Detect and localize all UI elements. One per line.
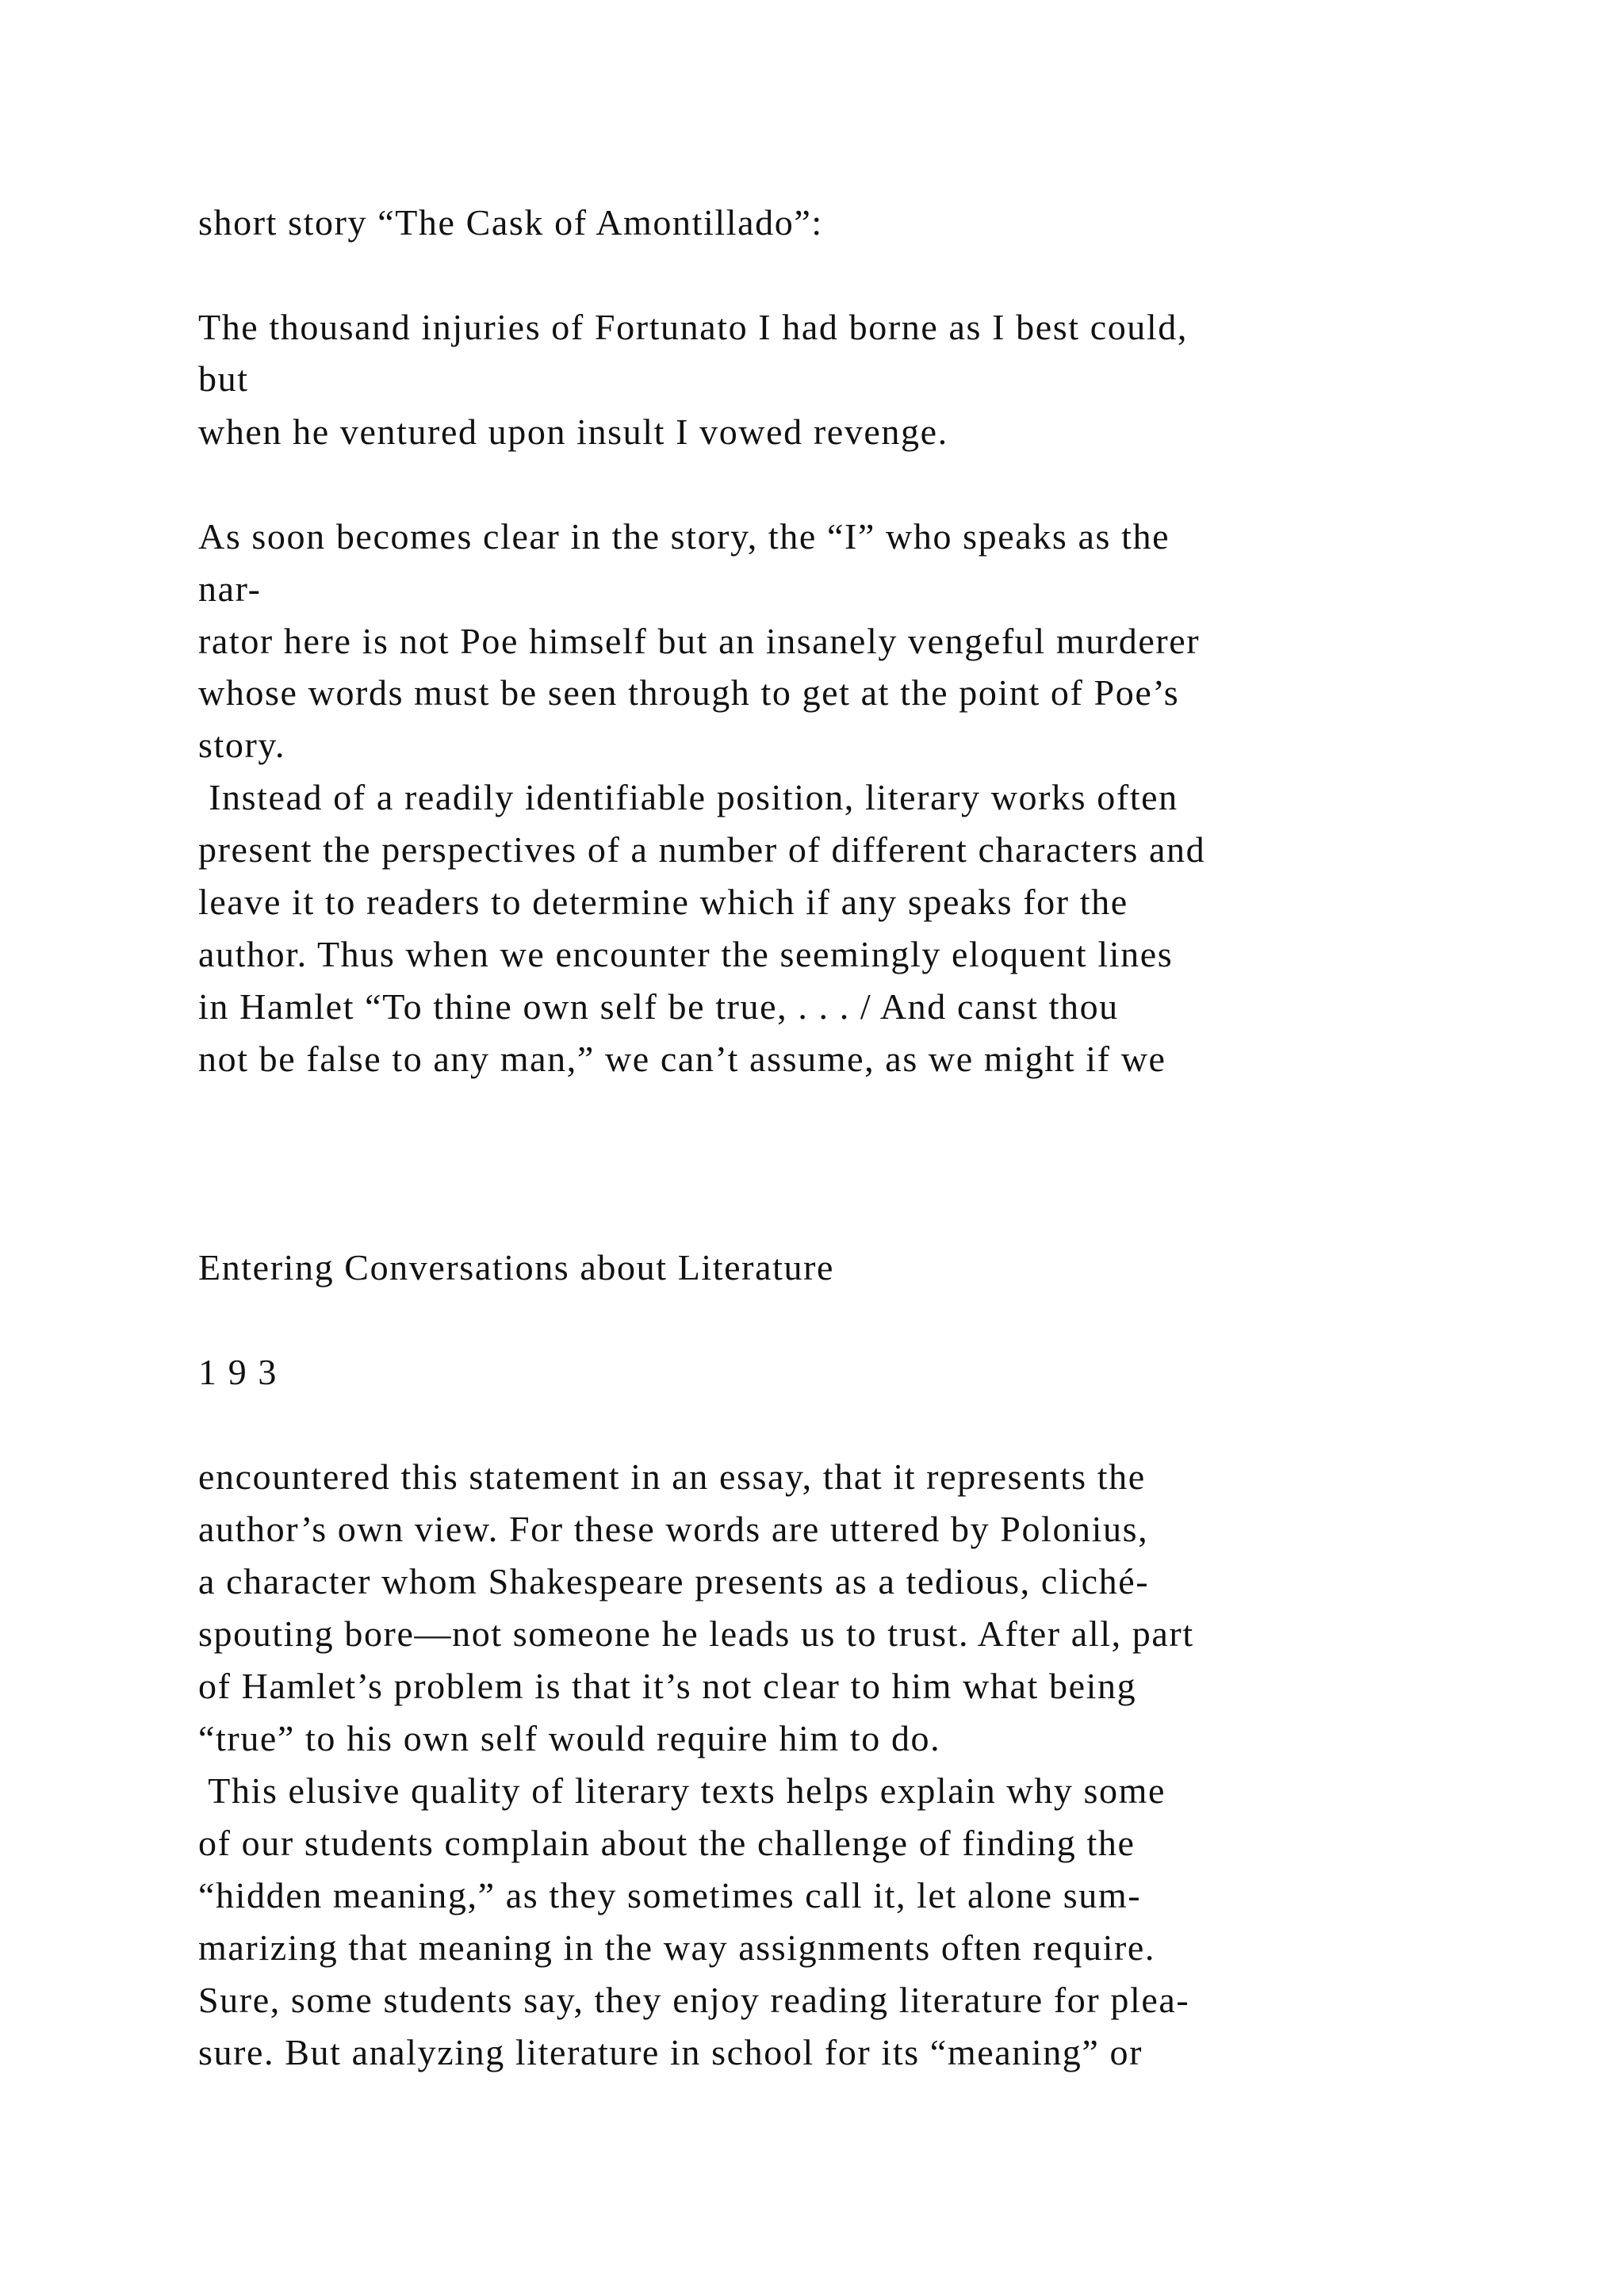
text-line: not be false to any man,” we can’t assume, as we might if we (198, 1039, 1166, 1079)
text-line: “hidden meaning,” as they sometimes call it, let alone sum- (198, 1875, 1142, 1915)
text-line: nar- (198, 568, 262, 609)
text-line: of Hamlet’s problem is that it’s not clear to him what being (198, 1666, 1137, 1706)
text-line: Instead of a readily identifiable position, literary works often (198, 777, 1178, 817)
running-header: Entering Conversations about Literature (198, 1247, 835, 1288)
text-line: whose words must be seen through to get at the point of Poe’s (198, 672, 1180, 713)
text-line: marizing that meaning in the way assignments often require. (198, 1927, 1156, 1968)
text-line: spouting bore—not someone he leads us to trust. After all, part (198, 1613, 1194, 1654)
text-line: leave it to readers to determine which if any speaks for the (198, 882, 1128, 922)
text-line: sure. But analyzing literature in school for its “meaning” or (198, 2032, 1143, 2072)
text-line: short story “The Cask of Amontillado”: (198, 202, 823, 243)
text-line: As soon becomes clear in the story, the “I” who speaks as the (198, 516, 1170, 557)
text-line: This elusive quality of literary texts helps explain why some (198, 1770, 1166, 1811)
text-line: when he ventured upon insult I vowed revenge. (198, 411, 948, 452)
text-line: encountered this statement in an essay, that it represents the (198, 1456, 1146, 1497)
text-line: “true” to his own self would require him to do. (198, 1718, 941, 1758)
text-line: but (198, 358, 249, 399)
text-line: story. (198, 725, 286, 765)
text-line: present the perspectives of a number of different characters and (198, 829, 1206, 870)
text-line: a character whom Shakespeare presents as a tedious, cliché- (198, 1561, 1150, 1601)
text-line: rator here is not Poe himself but an insanely vengeful murderer (198, 621, 1201, 661)
text-line: Sure, some students say, they enjoy reading literature for plea- (198, 1980, 1190, 2020)
page-number: 1 9 3 (198, 1352, 278, 1392)
text-line: The thousand injuries of Fortunato I had borne as I best could, (198, 307, 1188, 347)
text-line: in Hamlet “To thine own self be true, . . . / And canst thou (198, 986, 1119, 1027)
text-line: of our students complain about the challenge of finding the (198, 1823, 1136, 1863)
text-line: author. Thus when we encounter the seemingly eloquent lines (198, 934, 1174, 974)
text-line: author’s own view. For these words are uttered by Polonius, (198, 1509, 1149, 1549)
